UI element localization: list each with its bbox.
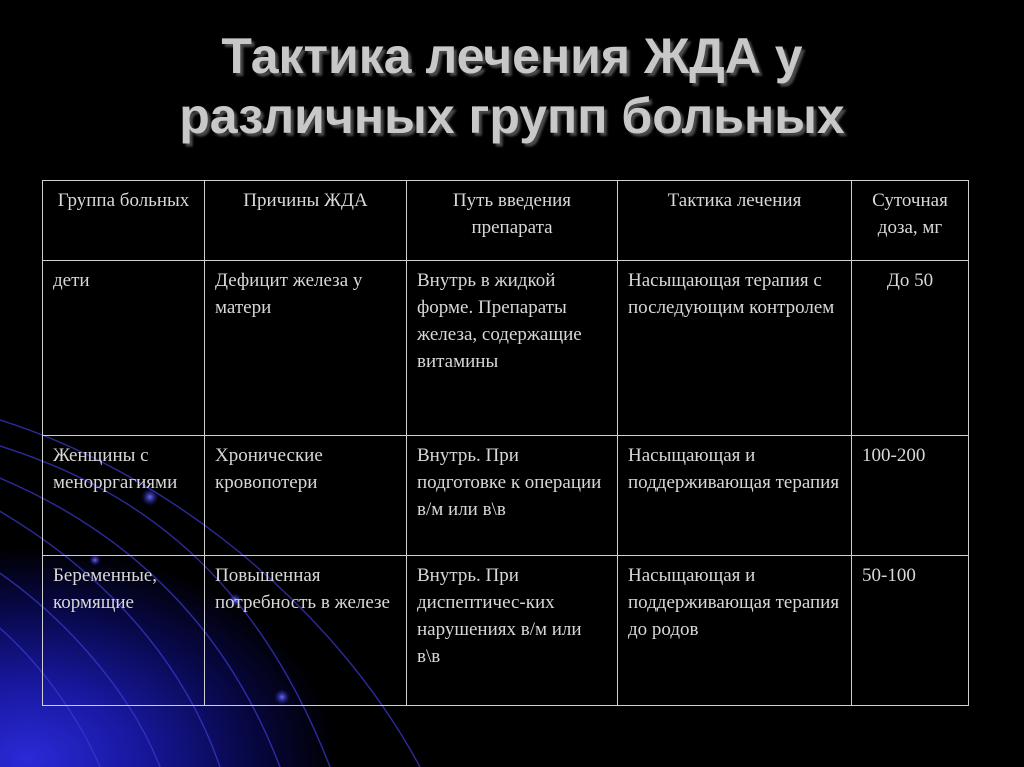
table-row: [43, 436, 969, 556]
cell-tactic: Насыщающая терапия с последующим контролем: [618, 261, 852, 436]
slide-title: [0, 26, 1024, 146]
header-cause: Причины ЖДА: [205, 181, 407, 261]
header-tactic: Тактика лечения: [618, 181, 852, 261]
cell-dose: 50-100: [852, 556, 969, 706]
cell-group: Женщины с менорргагиями: [43, 436, 205, 556]
cell-route: Внутрь. При диспептичес-ких нарушениях в/м или в\в: [407, 556, 618, 706]
table-header-row: [43, 181, 969, 261]
cell-tactic: Насыщающая и поддерживающая терапия: [618, 436, 852, 556]
cell-route: Внутрь. При подготовке к операции в/м или в\в: [407, 436, 618, 556]
cell-group: Беременные, кормящие: [43, 556, 205, 706]
table-row: [43, 261, 969, 436]
cell-cause: Дефицит железа у матери: [205, 261, 407, 436]
title-line-2: различных групп больных: [179, 88, 845, 144]
cell-cause: Хронические кровопотери: [205, 436, 407, 556]
table-row: [43, 556, 969, 706]
header-group: Группа больных: [43, 181, 205, 261]
title-line-1: Тактика лечения ЖДА у: [221, 28, 803, 84]
header-dose: Суточная доза, мг: [852, 181, 969, 261]
cell-group: дети: [43, 261, 205, 436]
cell-dose: До 50: [852, 261, 969, 436]
cell-route: Внутрь в жидкой форме. Препараты железа, содержащие витамины: [407, 261, 618, 436]
cell-cause: Повышенная потребность в железе: [205, 556, 407, 706]
cell-tactic: Насыщающая и поддерживающая терапия до родов: [618, 556, 852, 706]
cell-dose: 100-200: [852, 436, 969, 556]
treatment-table: [42, 180, 969, 706]
header-route: Путь введения препарата: [407, 181, 618, 261]
